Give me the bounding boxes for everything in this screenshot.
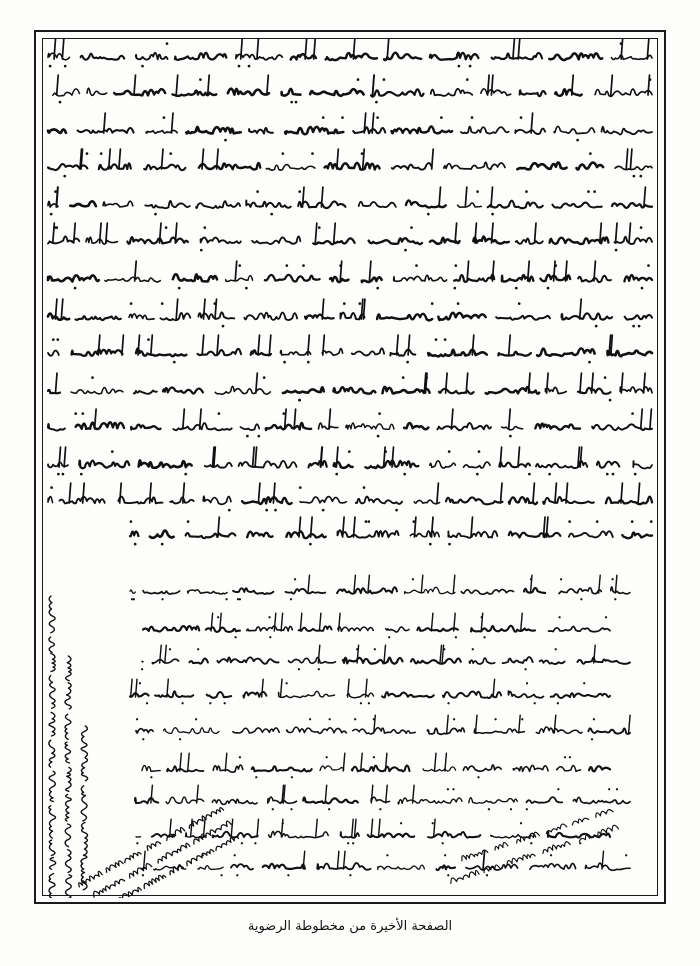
text-line-colophon-4 <box>130 679 610 704</box>
text-line-upper-10 <box>48 373 652 401</box>
text-line-upper-14 <box>130 517 653 545</box>
text-line-upper-8 <box>48 299 652 327</box>
text-line-upper-13 <box>48 483 652 511</box>
text-line-upper-9 <box>48 335 652 363</box>
margin-note-left-3 <box>81 726 88 890</box>
text-line-upper-1 <box>48 39 652 67</box>
text-line-colophon-9 <box>142 851 630 876</box>
text-line-upper-11 <box>48 409 652 437</box>
text-line-colophon-8 <box>136 819 610 844</box>
margin-note-left-2 <box>65 656 72 898</box>
text-line-colophon-6 <box>142 753 610 778</box>
handwriting-scan <box>40 36 660 898</box>
text-line-upper-4 <box>48 149 652 177</box>
text-line-colophon-5 <box>136 715 630 740</box>
text-line-upper-12 <box>48 447 652 475</box>
text-line-colophon-1 <box>130 575 630 600</box>
text-line-upper-3 <box>48 113 652 141</box>
manuscript-handwriting-image <box>40 36 660 898</box>
text-line-upper-6 <box>48 223 652 251</box>
text-line-upper-2 <box>53 75 652 103</box>
note-bottom-right <box>444 807 619 883</box>
text-line-colophon-7 <box>135 785 630 810</box>
page-caption: الصفحة الأخيرة من مخطوطة الرضوية <box>247 918 453 934</box>
text-line-upper-7 <box>48 261 652 289</box>
margin-note-left-1 <box>49 596 56 898</box>
ownership-note-diagonal <box>75 806 239 898</box>
text-line-colophon-3 <box>141 645 630 670</box>
text-line-colophon-2 <box>143 613 610 638</box>
text-line-upper-5 <box>48 187 652 215</box>
